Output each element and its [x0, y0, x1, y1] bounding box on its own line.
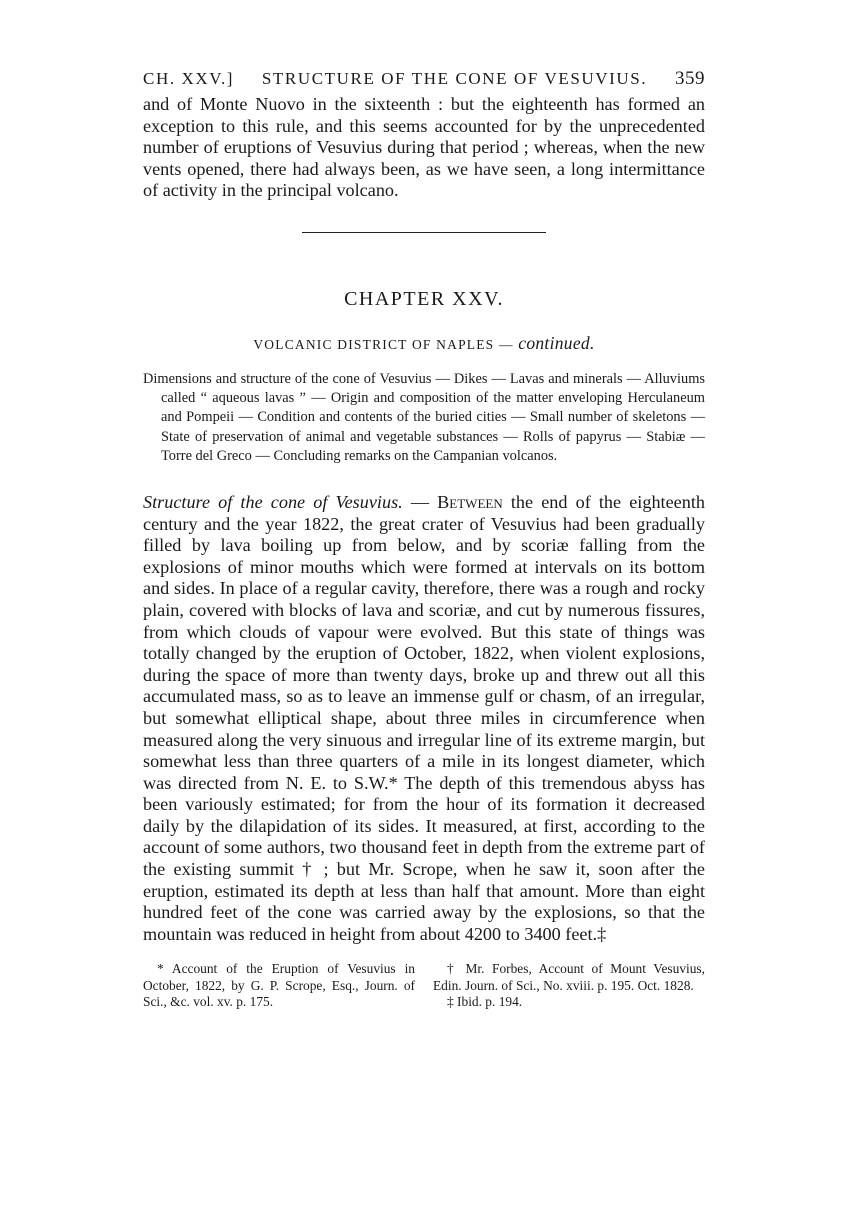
page-number: 359: [674, 68, 705, 89]
lead-in-dash: —: [402, 491, 438, 512]
running-head-chapter: CH. XXV.]: [143, 69, 235, 88]
running-head-title: STRUCTURE OF THE CONE OF VESUVIUS.: [261, 69, 648, 88]
footnotes: [143, 961, 705, 1011]
chapter-summary: Dimensions and structure of the cone of Vesuvius — Dikes — Lavas and minerals — Alluviums called “ aqueous lavas ” — Origin and composition of the matter enveloping Herculaneum and Pompeii — Condition and contents of the buried cities — Small number of skeletons — State of preservation of animal and vegetable substances — Rolls of papyrus — Stabiæ — Torre del Greco — Concluding remarks on the Campanian volcanos.: [143, 370, 705, 464]
section-divider: [302, 232, 546, 233]
section-lead-in: Structure of the cone of Vesuvius.: [143, 491, 403, 512]
chapter-subtitle-main: VOLCANIC DISTRICT OF NAPLES —: [253, 336, 514, 352]
chapter-title: CHAPTER XXV.: [344, 287, 504, 310]
footnote-3: ‡ Ibid. p. 194.: [447, 994, 523, 1010]
first-word: Between: [437, 491, 503, 512]
main-text: the end of the eighteenth century and the year 1822, the great crater of Vesuvius had been gradually filled by lava boiling up from below, and by scoriæ falling from the explosions of minor mouths which were formed at intervals on its bottom and sides. In place of a regular cavity, therefore, there was a rough and rocky plain, covered with blocks of lava and scoriæ, and cut by numerous fissures, from which clouds of vapour were evolved. But this state of things was totally changed by the eruption of October, 1822, when violent explosions, during the space of more than twenty days, broke up and threw out all this accumulated mass, so as to leave an immense gulf or chasm, of an irregular, but somewhat elliptical shape, about three miles in circumference when measured along the very sinuous and irregular line of its extreme margin, but somewhat less than three quarters of a mile in its longest diameter, which was directed from N. E. to S.W.* The depth of this tremendous abyss has been variously estimated; for from the hour of its formation it decreased daily by the dilapidation of its sides. It measured, at first, according to the account of some authors, two thousand feet in depth from the extreme part of the existing summit † ; but Mr. Scrope, when he saw it, soon after the eruption, estimated its depth at less than half that amount. More than eight hundred feet of the cone was carried away by the explosions, so that the mountain was reduced in height from about 4200 to 3400 feet.‡: [143, 491, 705, 944]
main-paragraph: [143, 492, 705, 945]
footnote-column-left: [143, 961, 415, 1011]
opening-paragraph: and of Monte Nuovo in the sixteenth : but the eighteenth has formed an exception to this rule, and this seems accounted for by the unprecedented number of eruptions of Vesuvius during that period ; whereas, when the new vents opened, there had always been, as we have seen, a long intermittance of activity in the principal volcano.: [143, 94, 705, 201]
footnote-2: † Mr. Forbes, Account of Mount Vesuvius, Edin. Journ. of Sci., No. xviii. p. 195. Oct. 1828.: [433, 961, 705, 993]
footnote-1: * Account of the Eruption of Vesuvius in October, 1822, by G. P. Scrope, Esq., Journ. of Sci., &c. vol. xv. p. 175.: [143, 961, 415, 1010]
chapter-subtitle: [143, 333, 705, 354]
chapter-subtitle-continued: continued.: [518, 332, 595, 353]
footnote-column-right: [433, 961, 705, 1011]
running-head: [143, 68, 705, 90]
page: [143, 68, 705, 1011]
